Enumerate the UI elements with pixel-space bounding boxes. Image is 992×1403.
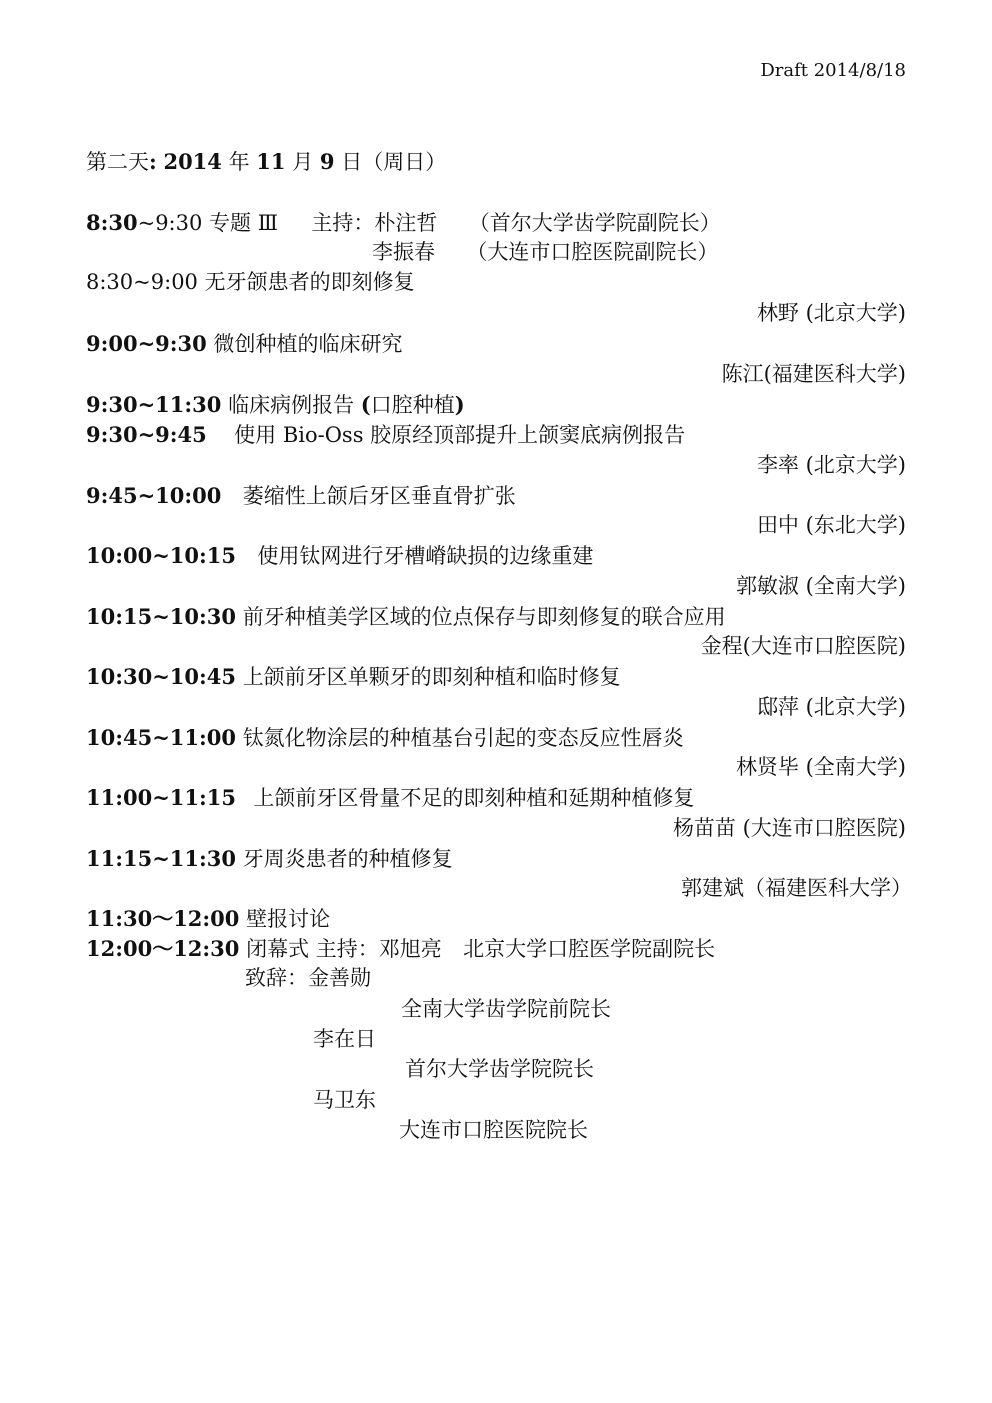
day-title-ri: 日（周日）	[341, 150, 447, 174]
day-title-prefix: 第二天	[86, 150, 149, 174]
session-1-host-1-name: 朴注哲	[374, 211, 438, 235]
closing-speaker-name: 马卫东	[313, 1088, 376, 1112]
talk-speaker: 郭敏淑 (全南大学)	[735, 574, 906, 598]
talk-time-title	[86, 606, 726, 628]
closing-title: 闭幕式	[246, 937, 310, 961]
day-title-colon: :	[149, 149, 157, 174]
session-1-time-rest: ~9:30	[137, 211, 203, 235]
talk-title: 微创种植的临床研究	[213, 332, 403, 356]
talk-title: 无牙颌患者的即刻修复	[204, 270, 415, 294]
session-1-time-start: 8:30	[86, 210, 138, 235]
closing-host-org: 北京大学口腔医学院副院长	[463, 937, 716, 961]
talk-time-title	[86, 727, 684, 749]
talk-title: 使用 Bio-Oss 胶原经顶部提升上颌窦底病例报告	[234, 423, 686, 447]
session-2-time: 9:30~11:30	[86, 392, 222, 417]
talk-speaker: 陈江(福建医科大学)	[721, 362, 906, 386]
talk-speaker: 李率 (北京大学)	[756, 453, 906, 477]
talk-speaker: 林野 (北京大学)	[756, 301, 906, 325]
talk-title: 钛氮化物涂层的种植基台引起的变态反应性唇炎	[242, 726, 684, 750]
talk-time: 10:45~11:00	[86, 725, 236, 750]
talk-time-title	[86, 666, 621, 688]
poster-session	[86, 908, 330, 930]
session-2-title: 临床病例报告	[228, 393, 355, 417]
closing-host-label: 主持：	[315, 937, 379, 961]
session-1-host-2	[372, 242, 718, 263]
session-1-host-2-org: （大连市口腔医院副院长）	[466, 240, 719, 264]
talk-title: 使用钛网进行牙槽嵴缺损的边缘重建	[257, 544, 594, 568]
talk-time: 8:30~9:00	[86, 270, 198, 294]
closing-speech-label: 致辞：	[245, 966, 308, 990]
session-2-header	[86, 394, 465, 416]
talk-title: 萎缩性上颌后牙区垂直骨扩张	[242, 484, 516, 508]
day-title-nian: 年	[228, 150, 250, 174]
talk-time: 9:30~9:45	[86, 422, 207, 447]
talk-speaker: 金程(大连市口腔医院)	[700, 634, 906, 658]
talk-speaker: 郭建斌（福建医科大学）	[681, 876, 912, 900]
closing-speaker-org: 首尔大学齿学院院长	[405, 1057, 594, 1081]
talk-time: 11:15~11:30	[86, 846, 236, 871]
talk-time: 10:00~10:15	[86, 543, 236, 568]
talk-title: 上颌前牙区单颗牙的即刻种植和临时修复	[242, 665, 621, 689]
poster-time: 11:30～12:00	[86, 906, 240, 931]
talk-speaker: 林贤毕 (全南大学)	[735, 755, 906, 779]
talk-time: 10:30~10:45	[86, 664, 236, 689]
session-2-subtitle: 口腔种植	[370, 393, 455, 417]
talk-title: 前牙种植美学区域的位点保存与即刻修复的联合应用	[242, 605, 726, 629]
day-title-year: 2014	[163, 149, 222, 174]
session-1-title: 专题 Ⅲ	[209, 211, 278, 235]
talk-speaker: 邸萍 (北京大学)	[756, 695, 906, 719]
poster-title: 壁报讨论	[246, 907, 331, 931]
session-2-paren-open: (	[360, 392, 371, 417]
closing-session	[86, 938, 715, 960]
talk-time-title	[86, 848, 453, 870]
talk-time-title	[86, 424, 685, 446]
day-title-yue: 月	[292, 150, 314, 174]
session-1-host-label: 主持：	[311, 211, 375, 235]
talk-time: 9:45~10:00	[86, 483, 222, 508]
closing-speaker-name: 李在日	[313, 1027, 376, 1051]
session-1-host-2-name: 李振春	[372, 240, 435, 264]
talk-title: 上颌前牙区骨量不足的即刻种植和延期种植修复	[253, 786, 695, 810]
day-title	[86, 151, 446, 173]
talk-time-title	[86, 333, 402, 355]
talk-time: 11:00~11:15	[86, 785, 236, 810]
session-1-host-1-org: （首尔大学齿学院副院长）	[468, 211, 721, 235]
talk-time-title	[86, 272, 415, 293]
session-2-paren-close: )	[454, 392, 465, 417]
closing-speaker-org: 大连市口腔医院院长	[399, 1118, 588, 1142]
talk-time-title	[86, 545, 593, 567]
closing-time: 12:00～12:30	[86, 936, 240, 961]
closing-host-name: 邓旭亮	[378, 937, 442, 961]
talk-time: 9:00~9:30	[86, 331, 207, 356]
talk-time-title	[86, 787, 694, 809]
talk-speaker: 田中 (东北大学)	[756, 513, 906, 537]
talk-speaker: 杨苗苗 (大连市口腔医院)	[672, 816, 906, 840]
closing-speaker-name: 金善勋	[308, 966, 371, 990]
closing-speaker-org: 全南大学齿学院前院长	[401, 997, 611, 1021]
day-title-day: 9	[319, 149, 335, 174]
closing-speech	[245, 968, 371, 989]
talk-title: 牙周炎患者的种植修复	[242, 847, 453, 871]
talk-time-title	[86, 485, 516, 507]
session-1-header	[86, 212, 721, 234]
talk-time: 10:15~10:30	[86, 604, 236, 629]
day-title-month: 11	[256, 149, 286, 174]
draft-date-label: Draft 2014/8/18	[760, 60, 906, 81]
